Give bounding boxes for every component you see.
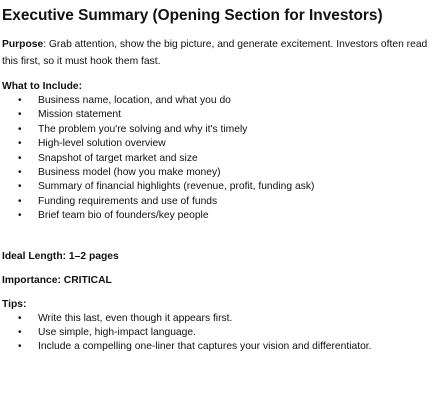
bullet-icon: • bbox=[18, 341, 22, 353]
list-item bbox=[2, 209, 445, 223]
tips-list bbox=[2, 312, 445, 355]
list-item-text: The problem you're solving and why it's timely bbox=[38, 123, 248, 135]
list-item bbox=[2, 195, 445, 209]
list-item bbox=[2, 166, 445, 180]
purpose-label: Purpose bbox=[2, 39, 44, 50]
bullet-icon: • bbox=[18, 138, 22, 150]
list-item-text: Brief team bio of founders/key people bbox=[38, 210, 209, 222]
list-item bbox=[2, 123, 445, 137]
list-item-text: Mission statement bbox=[38, 109, 121, 121]
list-item-text: Snapshot of target market and size bbox=[38, 152, 198, 164]
list-item-text: Business model (how you make money) bbox=[38, 167, 221, 179]
tips-heading: Tips: bbox=[2, 298, 27, 310]
list-item-text: Include a compelling one-liner that captures your vision and differentiator. bbox=[38, 341, 372, 353]
list-item-text: Funding requirements and use of funds bbox=[38, 195, 218, 207]
list-item bbox=[2, 108, 445, 122]
list-item bbox=[2, 312, 445, 326]
purpose-text: : Grab attention, show the big picture, and generate excitement. Investors often read this first, so it must hook them fast. bbox=[2, 39, 428, 67]
list-item-text: Write this last, even though it appears first. bbox=[38, 312, 233, 324]
bullet-icon: • bbox=[18, 210, 22, 222]
what-to-include-heading: What to Include: bbox=[2, 81, 83, 92]
bullet-icon: • bbox=[18, 327, 22, 339]
importance: Importance: CRITICAL bbox=[2, 274, 112, 286]
what-to-include-list bbox=[2, 94, 445, 224]
bullet-icon: • bbox=[18, 123, 22, 135]
list-item-text: Use simple, high-impact language. bbox=[38, 327, 196, 339]
list-item-text: Summary of financial highlights (revenue, profit, funding ask) bbox=[38, 181, 315, 193]
bullet-icon: • bbox=[18, 109, 22, 121]
list-item-text: Business name, location, and what you do bbox=[38, 95, 231, 106]
list-item bbox=[2, 152, 445, 166]
list-item bbox=[2, 180, 445, 194]
bullet-icon: • bbox=[18, 312, 22, 324]
bullet-icon: • bbox=[18, 152, 22, 164]
bullet-icon: • bbox=[18, 167, 22, 179]
list-item-text: High-level solution overview bbox=[38, 138, 166, 150]
page-title: Executive Summary (Opening Section for Investors) bbox=[2, 7, 383, 24]
list-item bbox=[2, 326, 445, 340]
purpose-paragraph bbox=[2, 37, 440, 70]
bullet-icon: • bbox=[18, 95, 22, 106]
list-item bbox=[2, 137, 445, 151]
bullet-icon: • bbox=[18, 195, 22, 207]
list-item bbox=[2, 94, 445, 108]
bullet-icon: • bbox=[18, 181, 22, 193]
ideal-length: Ideal Length: 1–2 pages bbox=[2, 250, 119, 262]
list-item bbox=[2, 340, 445, 354]
